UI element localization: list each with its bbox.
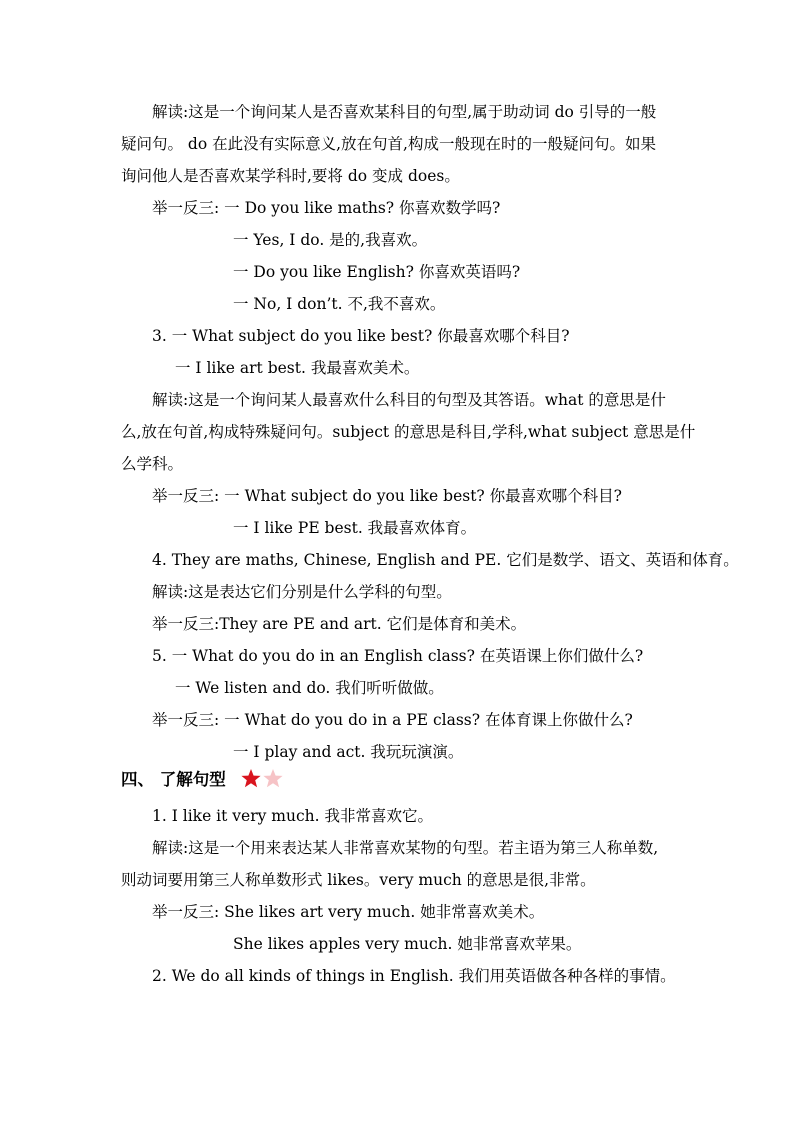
paragraph-line: 么,放在句首,构成特殊疑问句。subject 的意思是科目,学科,what subject 意思是什 (121, 423, 696, 441)
paragraph-line: 询问他人是否喜欢某学科时,要将 do 变成 does。 (121, 167, 460, 185)
example-line: 一 No, I don’t. 不,我不喜欢。 (233, 295, 446, 313)
paragraph-line: 么学科。 (121, 455, 184, 473)
sentence-item: 4. They are maths, Chinese, English and PE. 它们是数学、语文、英语和体育。 (152, 551, 739, 569)
example-line: 一 Do you like English? 你喜欢英语吗? (233, 263, 521, 281)
example-line: 举一反三: She likes art very much. 她非常喜欢美术。 (152, 903, 545, 921)
example-line: 一 I play and act. 我玩玩演演。 (233, 743, 464, 761)
section-heading: 四、 了解句型 (121, 770, 226, 789)
example-line: 一 I like PE best. 我最喜欢体育。 (233, 519, 477, 537)
example-line: 举一反三: 一 What subject do you like best? 你最喜欢哪个科目? (152, 487, 622, 505)
example-line: 举一反三: 一 What do you do in a PE class? 在体育课上你做什么? (152, 711, 633, 729)
paragraph-line: 解读:这是一个询问某人是否喜欢某科目的句型,属于助动词 do 引导的一般 (152, 103, 657, 121)
sentence-item: 5. 一 What do you do in an English class? 在英语课上你们做什么? (152, 647, 644, 665)
example-line: 举一反三: 一 Do you like maths? 你喜欢数学吗? (152, 199, 501, 217)
paragraph-line: 解读:这是一个询问某人最喜欢什么科目的句型及其答语。what 的意思是什 (152, 391, 666, 409)
example-line: 举一反三:They are PE and art. 它们是体育和美术。 (152, 615, 527, 633)
rating-stars (240, 768, 286, 790)
paragraph-line: 则动词要用第三人称单数形式 likes。very much 的意思是很,非常。 (121, 871, 596, 889)
sentence-item: 2. We do all kinds of things in English. 我们用英语做各种各样的事情。 (152, 967, 676, 985)
sentence-answer: 一 We listen and do. 我们听听做做。 (175, 679, 444, 697)
example-line: 一 Yes, I do. 是的,我喜欢。 (233, 231, 428, 249)
paragraph-line: 解读:这是一个用来表达某人非常喜欢某物的句型。若主语为第三人称单数, (152, 839, 659, 857)
sentence-item: 1. I like it very much. 我非常喜欢它。 (152, 807, 434, 825)
paragraph-line: 疑问句。 do 在此没有实际意义,放在句首,构成一般现在时的一般疑问句。如果 (121, 135, 656, 153)
star-filled-icon (241, 769, 260, 787)
paragraph-line: 解读:这是表达它们分别是什么学科的句型。 (152, 583, 452, 601)
sentence-item: 3. 一 What subject do you like best? 你最喜欢哪个科目? (152, 327, 570, 345)
sentence-answer: 一 I like art best. 我最喜欢美术。 (175, 359, 420, 377)
example-line: She likes apples very much. 她非常喜欢苹果。 (233, 935, 582, 953)
star-empty-icon (263, 769, 282, 787)
